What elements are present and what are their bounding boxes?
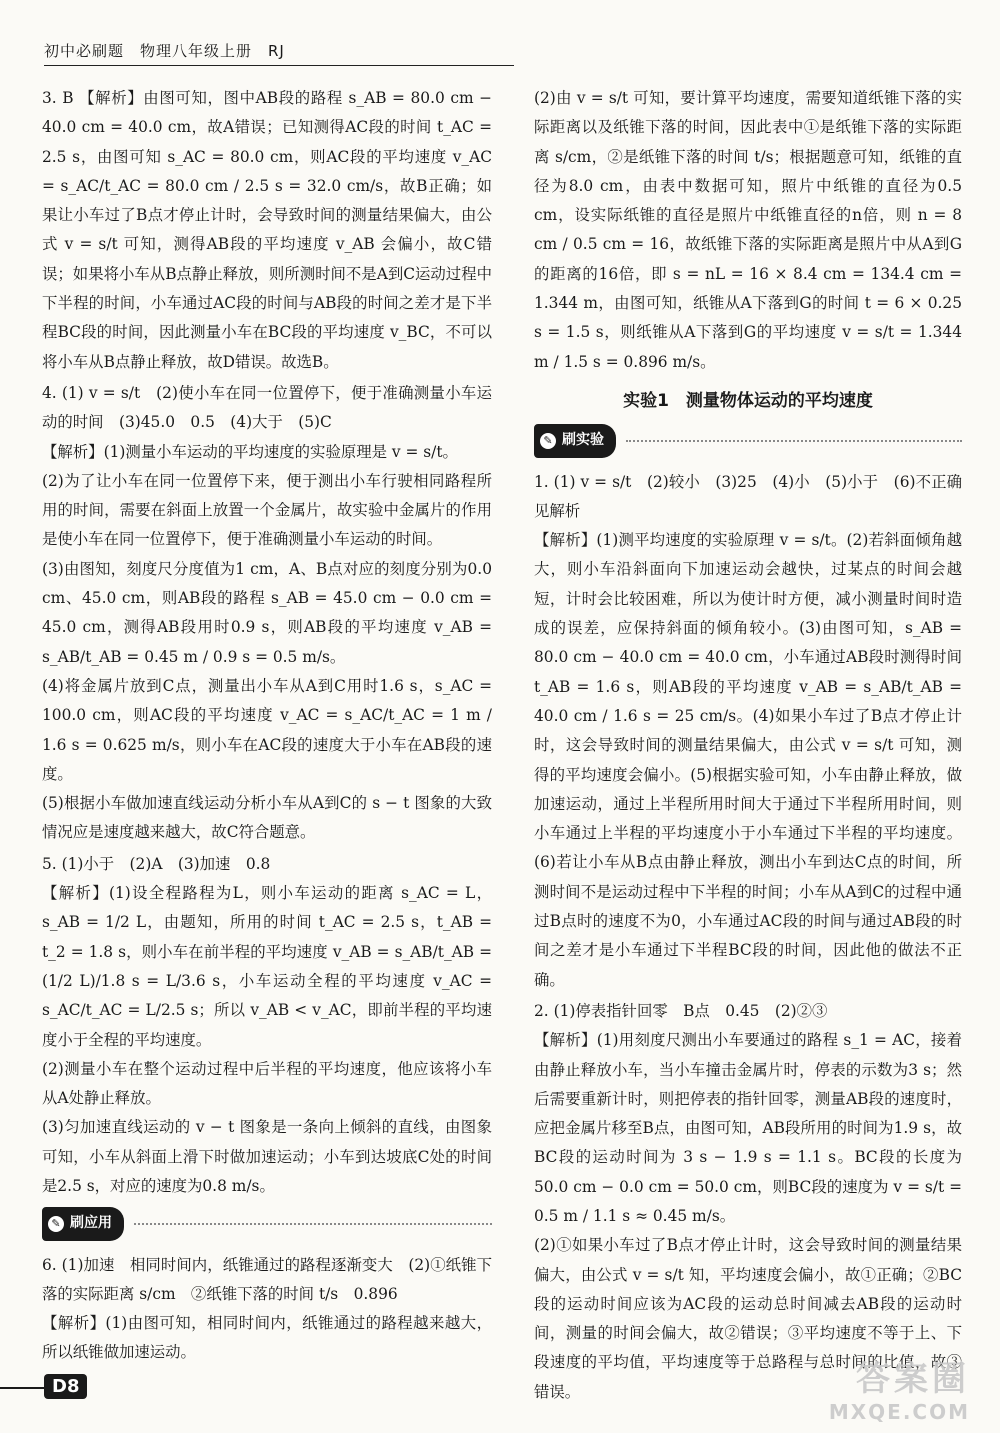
- question-3: [42, 84, 492, 377]
- watermark-logo: [770, 1351, 970, 1424]
- question-4-explanation-3: (3)由图知，刻度尺分度值为1 cm，A、B点对应的刻度分别为0.0 cm、45.0 cm，则AB段的路程 s_AB = 45.0 cm − 0.0 cm = 45.0 cm，测得AB段用时0.9 s，则AB段的平均速度 v_AB = s_AB/t_AB = 0.45 m / 0.9 s = 0.5 m/s。: [42, 559, 492, 666]
- question-5-answer: 5. (1)小于 (2)A (3)加速 0.8: [42, 854, 271, 873]
- question-6-continued: [534, 84, 962, 377]
- question-3-explanation: 3. B 【解析】由图可知，图中AB段的路程 s_AB = 80.0 cm − 40.0 cm = 40.0 cm，故A错误；已知测得AC段的时间 t_AC = 2.5 s，由图可知 s_AC = 80.0 cm，则AC段的平均速度 v_AC = s_AC/t_AC = 80.0 cm / 2.5 s = 32.0 cm/s，故B正确；如果让小车过了B点才停止计时，会导致时间的测量结果偏大，由公式 v = s/t 可知，测得AB段的平均速度 v_AB 会偏小，故C错误；如果将小车从B点静止释放，则所测时间不是A到C运动过程中下半程的时间，小车通过AC段的时间与AB段的时间之差才是下半程BC段的时间，因此测量小车在BC段的平均速度 v_BC，不可以将小车从B点静止释放，故D错误。故选B。: [42, 89, 492, 371]
- experiment-2-explanation-1: 【解析】(1)用刻度尺测出小车要通过的路程 s_1 = AC，接着由静止释放小车，当小车撞击金属片时，停表的示数为3 s；然后需要重新计时，则把停表的指针回零，测量AB段的速度时，应把金属片移至B点，由图可知，AB段所用的时间为1.9 s，故BC段的运动时间为 3 s − 1.9 s = 1.1 s。BC段的长度为 50.0 cm − 0.0 cm = 50.0 cm，则BC段的速度为 v = s/t = 0.5 m / 1.1 s ≈ 0.45 m/s。: [534, 1031, 962, 1225]
- brush-icon: ✎: [540, 433, 556, 449]
- question-4-explanation-4: (4)将金属片放到C点，测量出小车从A到C用时1.6 s，s_AC = 100.0 cm，则AC段的平均速度 v_AC = s_AC/t_AC = 1 m / 1.6 s = 0.625 m/s，则小车在AC段的速度大于小车在AB段的速度。: [42, 676, 492, 783]
- application-badge-label: 刷应用: [70, 1215, 112, 1232]
- experiment-2: [534, 997, 962, 1407]
- question-6-answer: 6. (1)加速 相同时间内，纸锥通过的路程逐渐变大 (2)①纸锥下落的实际距离 s/cm ②纸锥下落的时间 t/s 0.896: [42, 1255, 492, 1303]
- experiment-section-title: 实验1 测量物体运动的平均速度: [623, 390, 873, 411]
- question-4-explanation-5: (5)根据小车做加速直线运动分析小车从A到C的 s − t 图象的大致情况应是速度越来越大，故C符合题意。: [42, 794, 492, 842]
- dotted-divider: [626, 440, 962, 442]
- application-badge: [42, 1207, 124, 1240]
- question-4-explanation-1: 【解析】(1)测量小车运动的平均速度的实验原理是 v = s/t。: [42, 442, 458, 461]
- question-6-explanation-2: (2)由 v = s/t 可知，要计算平均速度，需要知道纸锥下落的实际距离以及纸锥下落的时间，因此表中①是纸锥下落的实际距离 s/cm，②是纸锥下落的时间 t/s；根据题意可知，纸锥的直径为8.0 cm，由表中数据可知，照片中纸锥的直径为0.5 cm，设实际纸锥的直径是照片中纸锥直径的n倍，则 n = 8 cm / 0.5 cm = 16，故纸锥下落的实际距离是照片中从A到G的距离的16倍，即 s = nL = 16 × 8.4 cm = 134.4 cm = 1.344 m，由图可知，纸锥从A下落到G的时间 t = 6 × 0.25 s = 1.5 s，则纸锥从A下落到G的平均速度 v = s/t = 1.344 m / 1.5 s = 0.896 m/s。: [534, 89, 962, 371]
- running-header: 初中必刷题 物理八年级上册 RJ: [44, 40, 514, 66]
- brush-icon: ✎: [48, 1216, 64, 1232]
- dotted-divider: [134, 1223, 492, 1225]
- question-6-explanation-1: 【解析】(1)由图可知，相同时间内，纸锥通过的路程越来越大，所以纸锥做加速运动。: [42, 1314, 492, 1362]
- page-number-rule: [0, 1387, 44, 1389]
- question-4-explanation-2: (2)为了让小车在同一位置停下来，便于测出小车行驶相同路程所用的时间，需要在斜面上放置一个金属片，故实验中金属片的作用是使小车在同一位置停下，便于准确测量小车运动的时间。: [42, 471, 492, 549]
- right-column: [534, 84, 978, 1409]
- page-number: D8: [44, 1374, 87, 1399]
- section-badge-application: [42, 1207, 492, 1240]
- left-column: [42, 84, 492, 1370]
- experiment-2-answer: 2. (1)停表指针回零 B点 0.45 (2)②③: [534, 1001, 828, 1020]
- question-4-answer: 4. (1) v = s/t (2)使小车在同一位置停下，便于准确测量小车运动的时间 (3)45.0 0.5 (4)大于 (5)C: [42, 383, 492, 432]
- question-6: [42, 1251, 492, 1368]
- experiment-badge-label: 刷实验: [562, 432, 604, 449]
- question-5: [42, 850, 492, 1202]
- section-badge-experiment: [534, 424, 962, 457]
- watermark-line-2: MXQE.COM: [828, 1400, 970, 1424]
- question-5-explanation-2: (2)测量小车在整个运动过程中后半程的平均速度，他应该将小车从A处静止释放。: [42, 1059, 492, 1108]
- question-5-explanation-3: (3)匀加速直线运动的 v − t 图象是一条向上倾斜的直线，由图象可知，小车从斜面上滑下时做加速运动；小车到达坡底C处的时间是2.5 s，对应的速度为0.8 m/s。: [42, 1118, 492, 1195]
- experiment-2-explanation-2: (2)①如果小车过了B点才停止计时，这会导致时间的测量结果偏大，由公式 v = s/t 知，平均速度会偏小，故①正确；②BC段的运动时间应该为AC段的运动总时间减去AB段的运动时间，测量的时间会偏大，故②错误；③平均速度不等于上、下段速度的平均值，平均速度等于总路程与总时间的比值，故③错误。: [534, 1236, 962, 1401]
- experiment-1: [534, 468, 978, 995]
- watermark-line-1: 答案圈: [856, 1359, 970, 1399]
- question-5-explanation-1: 【解析】(1)设全程路程为L，则小车运动的距离 s_AC = L，s_AB = 1/2 L，由题知，所用的时间 t_AC = 2.5 s，t_AB = t_2 = 1.8 s，则小车在前半程的平均速度 v_AB = s_AB/t_AB = (1/2 L)/1.8 s = L/3.6 s，小车运动全程的平均速度 v_AC = s_AC/t_AC = L/2.5 s；所以 v_AB < v_AC，即前半程的平均速度小于全程的平均速度。: [42, 884, 492, 1049]
- experiment-1-explanation: 【解析】(1)测平均速度的实验原理 v = s/t。(2)若斜面倾角越大，则小车沿斜面向下加速运动会越快，过某点的时间会越短，计时会比较困难，所以为使计时方便，减小测量时间时造成的误差，应保持斜面的倾角较小。(3)由图可知，s_AB = 80.0 cm − 40.0 cm = 40.0 cm，小车通过AB段时测得时间 t_AB = 1.6 s，则AB段的平均速度 v_AB = s_AB/t_AB = 40.0 cm / 1.6 s = 25 cm/s。(4)如果小车过了B点才停止计时，这会导致时间的测量结果偏大，由公式 v = s/t 可知，测得的平均速度会偏小。(5)根据实验可知，小车由静止释放，做加速运动，通过上半程所用时间大于通过下半程所用时间，则小车通过上半程的平均速度小于小车通过下半程的平均速度。(6)若让小车从B点由静止释放，测出小车到达C点的时间，所测时间不是运动过程中下半程的时间；小车从A到C的过程中通过B点时的速度不为0，小车通过AC段的时间与通过AB段的时间之差才是小车通过下半程BC段的时间，因此他的做法不正确。: [534, 531, 962, 989]
- experiment-1-answer: 1. (1) v = s/t (2)较小 (3)25 (4)小 (5)小于 (6)不正确 见解析: [534, 472, 978, 520]
- experiment-badge: [534, 424, 616, 457]
- question-4: [42, 379, 492, 848]
